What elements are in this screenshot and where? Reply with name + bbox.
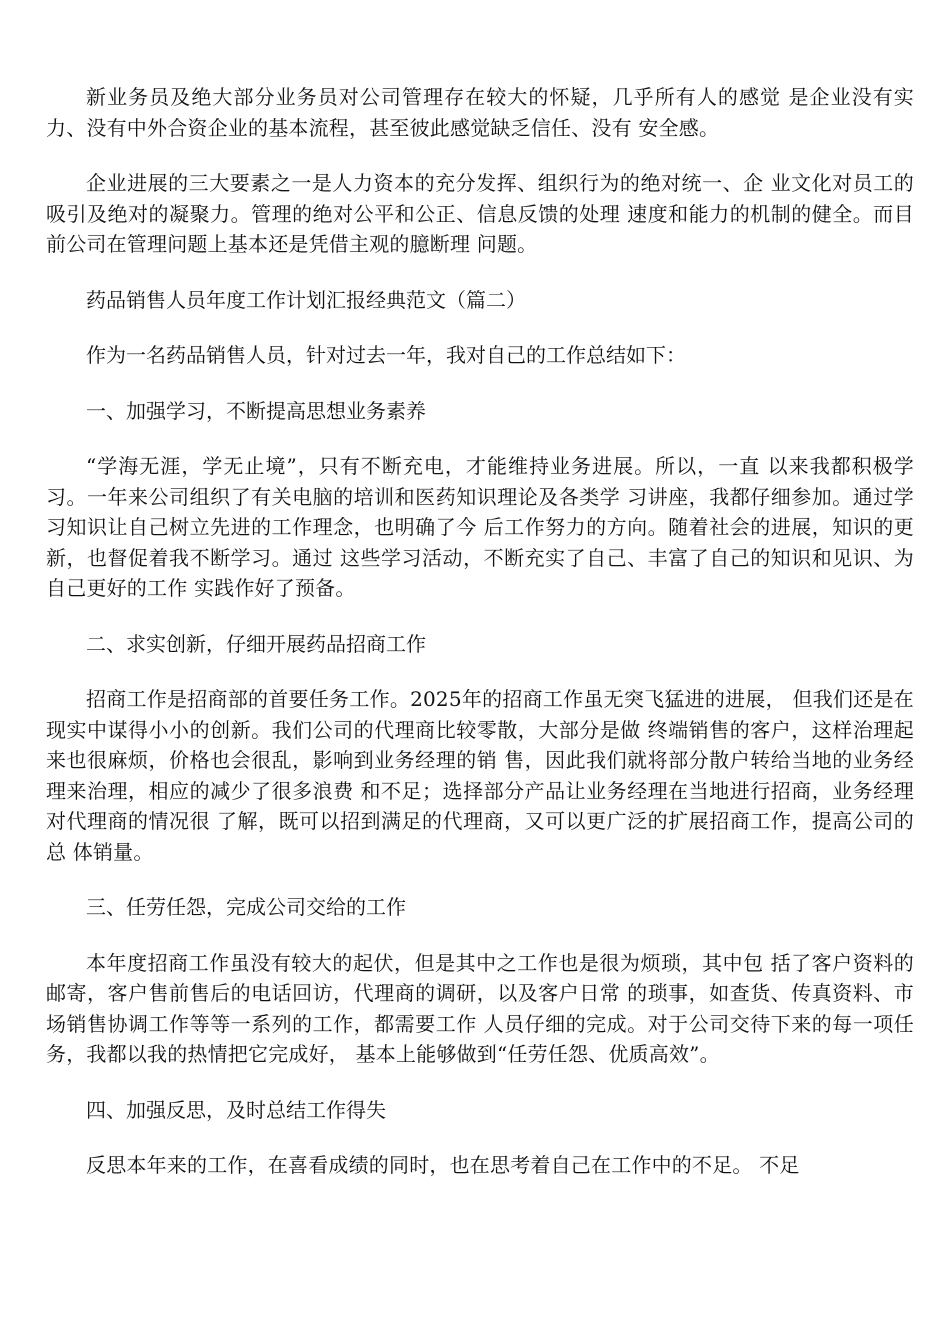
document-page <box>46 82 914 1181</box>
paragraph-reflection: 反思本年来的工作，在喜看成绩的同时，也在思考着自己在工作中的不足。 不足 <box>86 1153 800 1177</box>
section-heading-1: 一、加强学习，不断提高思想业务素养 <box>86 398 426 423</box>
section-heading-4: 四、加强反思，及时总结工作得失 <box>86 1097 386 1122</box>
section-heading-3: 三、任劳任怨，完成公司交给的工作 <box>86 895 406 919</box>
paragraph-management-doubt: 新业务员及绝大部分业务员对公司管理存在较大的怀疑，几乎所有人的感觉 是企业没有实力、没有中外合资企业的基本流程，甚至彼此感觉缺乏信任、没有 安全感。 <box>46 85 914 140</box>
intro-line: 作为一名药品销售人员，针对过去一年，我对自己的工作总结如下： <box>86 343 686 367</box>
paragraph-diligent-work: 本年度招商工作虽没有较大的起伏，但是其中之工作也是很为烦琐，其中包 括了客户资料的邮寄，客户售前售后的电话回访，代理商的调研，以及客户日常 的琐事，如查货、传真资料、市场销售协调工作等等一系列的工作，都需要工作 人员仔细的完成。对于公司交待下来的每一项任务，我都以我的热情把它完成好， 基本上能够做到“任劳任怨、优质高效”。 <box>46 950 914 1066</box>
article-title: 药品销售人员年度工作计划汇报经典范文（篇二） <box>86 287 526 312</box>
section-heading-2: 二、求实创新，仔细开展药品招商工作 <box>86 631 426 656</box>
paragraph-three-elements: 企业进展的三大要素之一是人力资本的充分发挥、组织行为的绝对统一、企 业文化对员工的吸引及绝对的凝聚力。管理的绝对公平和公正、信息反馈的处理 速度和能力的机制的健全。而目前公司在管理问题上基本还是凭借主观的臆断理 问题。 <box>46 171 914 256</box>
paragraph-investment-work: 招商工作是招商部的首要任务工作。2025年的招商工作虽无突飞猛进的进展， 但我们还是在现实中谋得小小的创新。我们公司的代理商比较零散，大部分是做 终端销售的客户，这样治理起来也很麻烦，价格也会很乱，影响到业务经理的销 售，因此我们就将部分散户转给当地的业务经理来治理，相应的减少了很多浪费 和不足；选择部分产品让业务经理在当地进行招商，业务经理对代理商的情况很 了解，既可以招到满足的代理商，又可以更广泛的扩展招商工作，提高公司的总 体销量。 <box>46 687 914 864</box>
paragraph-learning: “学海无涯，学无止境”，只有不断充电，才能维持业务进展。所以，一直 以来我都积极学习。一年来公司组织了有关电脑的培训和医药知识理论及各类学 习讲座，我都仔细参加。通过学习知识让自己树立先进的工作理念，也明确了今 后工作努力的方向。随着社会的进展，知识的更新，也督促着我不断学习。通过 这些学习活动，不断充实了自己、丰富了自己的知识和见识、为自己更好的工作 实践作好了预备。 <box>46 454 914 600</box>
